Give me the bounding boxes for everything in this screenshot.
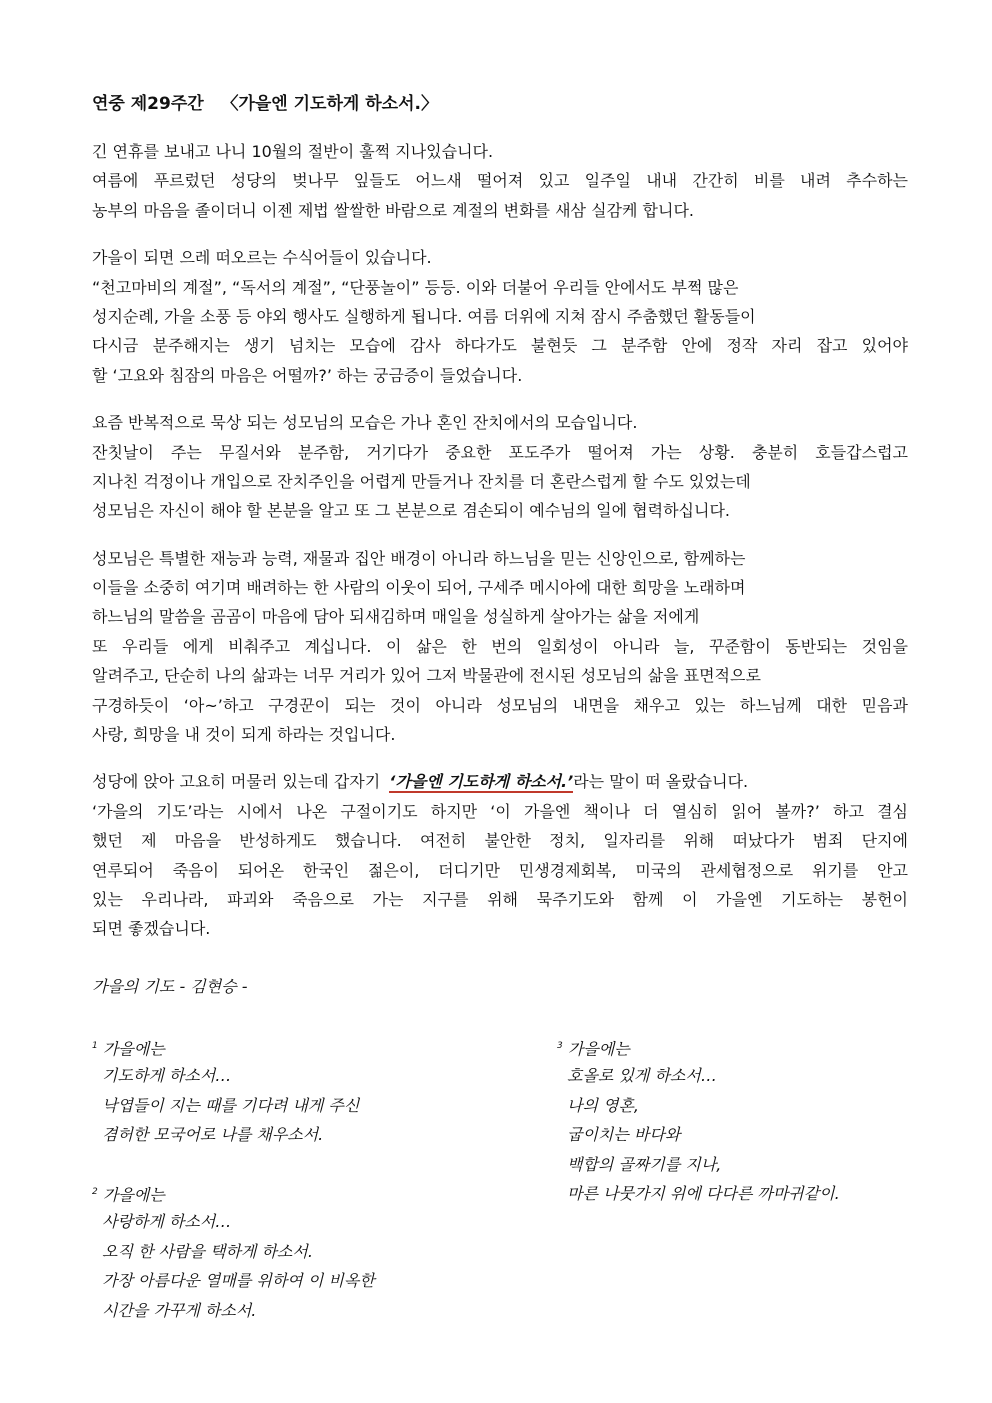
text-line: 요즘 반복적으로 묵상 되는 성모님의 모습은 가나 혼인 잔치에서의 모습입니다. [92, 413, 638, 433]
poem-line: 마른 나뭇가지 위에 다다른 까마귀같이. [567, 1183, 840, 1203]
paragraph [92, 767, 908, 943]
poem-title: 가을의 기도 - 김현승 - [92, 977, 248, 996]
text-line: 성지순례, 가을 소풍 등 야외 행사도 실행하게 됩니다. 여름 더위에 지쳐 잠시 주춤했던 활동들이 [92, 306, 756, 326]
text-line: 다시금 분주해지는 생기 넘치는 모습에 감사 하다가도 불현듯 그 분주함 안에 정작 자리 잡고 있어야 [92, 336, 908, 356]
stanza-number: 1 [92, 1041, 98, 1051]
highlighted-phrase: ‘가을엔 기도하게 하소서.’ [389, 772, 574, 792]
text-line: 가을이 되면 으레 떠오르는 수식어들이 있습니다. [92, 248, 432, 268]
paragraph [92, 544, 908, 750]
paragraph [92, 408, 908, 526]
poem-line: 굽이치는 바다와 [567, 1125, 681, 1145]
text-span: 성당에 앉아 고요히 머물러 있는데 갑자기 [92, 772, 386, 792]
text-line: 이들을 소중히 여기며 배려하는 한 사람의 이웃이 되어, 구세주 메시아에 대한 희망을 노래하며 [92, 578, 746, 598]
text-line: 또 우리들 에게 비춰주고 계십니다. 이 삶은 한 번의 일회성이 아니라 늘, 꾸준함이 동반되는 것임을 [92, 636, 908, 656]
poem-stanza [92, 1178, 375, 1325]
poem-line: 기도하게 하소서… [102, 1066, 232, 1086]
text-line: 구경하듯이 ‘아~’하고 구경꾼이 되는 것이 아니라 성모님의 내면을 채우고 있는 하느님께 대한 믿음과 [92, 695, 908, 715]
document-title: 연중 제29주간 〈가을엔 기도하게 하소서.〉 [92, 94, 438, 114]
text-line: 성모님은 특별한 재능과 능력, 재물과 집안 배경이 아니라 하느님을 믿는 신앙인으로, 함께하는 [92, 548, 746, 568]
poem-line-text: 가을에는 [102, 1039, 165, 1059]
poem-line: 백합의 골짜기를 지나, [567, 1154, 722, 1174]
poem-stanza [92, 1032, 359, 1150]
text-line: 여름에 푸르렀던 성당의 벚나무 잎들도 어느새 떨어져 있고 일주일 내내 간간히 비를 내려 추수하는 [92, 171, 908, 191]
poem-line: 호올로 있게 하소서… [567, 1066, 717, 1086]
poem-stanza [557, 1032, 840, 1208]
text-line: 연루되어 죽음이 되어온 한국인 젊은이, 더디기만 민생경제회복, 미국의 관세협정으로 위기를 안고 [92, 860, 908, 880]
poem-line: 나의 영혼, [567, 1095, 639, 1115]
text-line: 되면 좋겠습니다. [92, 919, 211, 939]
poem-line [92, 1032, 359, 1061]
poem-line [92, 1178, 375, 1207]
poem-line: 오직 한 사람을 택하게 하소서. [102, 1241, 313, 1261]
text-line: 잔칫날이 주는 무질서와 분주함, 거기다가 중요한 포도주가 떨어져 가는 상황. 충분히 호들갑스럽고 [92, 442, 908, 462]
text-line: 농부의 마음을 졸이더니 이젠 제법 쌀쌀한 바람으로 계절의 변화를 새삼 실감케 합니다. [92, 200, 694, 220]
text-line: 성모님은 자신이 해야 할 본분을 알고 또 그 본분으로 겸손되이 예수님의 일에 협력하십니다. [92, 501, 730, 521]
text-span: 라는 말이 떠 올랐습니다. [573, 772, 749, 792]
poem-line: 낙엽들이 지는 때를 기다려 내게 주신 [102, 1095, 360, 1115]
text-line: 알려주고, 단순히 나의 삶과는 너무 거리가 있어 그저 박물관에 전시된 성모님의 삶을 표면적으로 [92, 666, 761, 686]
stanza-number: 2 [92, 1187, 98, 1197]
paragraph [92, 137, 908, 225]
text-line: 긴 연휴를 보내고 나니 10월의 절반이 훌쩍 지나있습니다. [92, 142, 494, 161]
document-body [92, 90, 908, 944]
poem-line: 사랑하게 하소서… [102, 1212, 232, 1232]
poem-line: 시간을 가꾸게 하소서. [102, 1300, 257, 1320]
text-line [92, 767, 908, 796]
poem-line: 가장 아름다운 열매를 위하여 이 비옥한 [102, 1271, 375, 1291]
stanza-number: 3 [557, 1041, 563, 1051]
poem-line-text: 가을에는 [102, 1185, 165, 1205]
text-line: 있는 우리나라, 파괴와 죽음으로 가는 지구를 위해 묵주기도와 함께 이 가을엔 기도하는 봉헌이 [92, 889, 908, 909]
text-line: 하느님의 말씀을 곰곰이 마음에 담아 되새김하며 매일을 성실하게 살아가는 삶을 저에게 [92, 607, 700, 627]
text-line: 지나친 걱정이나 개입으로 잔치주인을 어렵게 만들거나 잔치를 더 혼란스럽게 할 수도 있었는데 [92, 471, 751, 491]
text-line: 할 ‘고요와 침잠의 마음은 어떨까?’ 하는 궁금증이 들었습니다. [92, 365, 523, 385]
poem-line-text: 가을에는 [567, 1039, 630, 1059]
text-line: 사랑, 희망을 내 것이 되게 하라는 것입니다. [92, 725, 396, 745]
text-line: 했던 제 마음을 반성하게도 했습니다. 여전히 불안한 정치, 일자리를 위해 떠났다가 범죄 단지에 [92, 831, 908, 851]
poem-line [557, 1032, 840, 1061]
text-line: “천고마비의 계절”, “독서의 계절”, “단풍놀이” 등등. 이와 더불어 우리들 안에서도 부쩍 많은 [92, 277, 739, 297]
paragraph [92, 243, 908, 390]
text-line: ‘가을의 기도’라는 시에서 나온 구절이기도 하지만 ‘이 가을엔 책이나 더 열심히 읽어 볼까?’ 하고 결심 [92, 801, 908, 821]
poem-line: 겸허한 모국어로 나를 채우소서. [102, 1125, 324, 1145]
